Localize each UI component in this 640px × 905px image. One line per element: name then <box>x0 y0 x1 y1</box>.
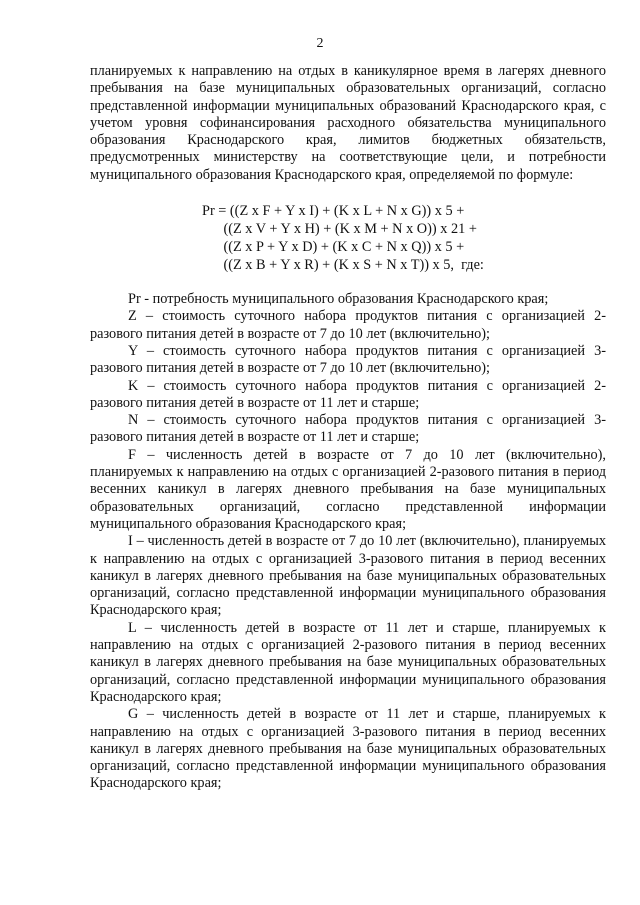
intro-paragraph: планируемых к направлению на отдых в каникулярное время в лагерях дневного пребывания на базе муниципальных образовательных организаций, согласно представленной информации муниципальных образований Краснодарского края, с учетом уровня софинансирования расходного обязательства муниципального образования Краснодарского края, лимитов бюджетных обязательств, предусмотренных министерству на соответствующие цели, и потребности муниципального образования Краснодарского края, определяемой по формуле: <box>90 63 606 183</box>
definitions-list <box>90 291 606 793</box>
definition-i: I – численность детей в возрасте от 7 до 10 лет (включительно), планируемых к направлению на отдых с организацией 3-разового питания в период весенних каникул в лагерях дневного пребывания на базе муниципальных образовательных организаций, согласно представленной информации муниципального образования Краснодарского края; <box>90 533 606 619</box>
definition-g: G – численность детей в возрасте от 11 лет и старше, планируемых к направлению на отдых с организацией 3-разового питания в период весенних каникул в лагерях дневного пребывания на базе муниципальных образовательных организаций, согласно представленной информации муниципального образования Краснодарского края; <box>90 706 606 792</box>
formula <box>202 202 606 274</box>
formula-line-2: ((Z x V + Y x H) + (K x M + N x O)) x 21 + <box>202 221 477 238</box>
page-number: 2 <box>316 36 324 51</box>
definition-k: K – стоимость суточного набора продуктов питания с организацией 2-разового питания детей в возрасте от 11 лет и старше; <box>90 377 606 411</box>
definition-f: F – численность детей в возрасте от 7 до 10 лет (включительно), планируемых к направлению на отдых с организацией 2-разового питания в период весенних каникул в лагерях дневного пребывания на базе муниципальных образовательных организаций, согласно представленной информации муниципального образования Краснодарского края; <box>90 446 606 532</box>
document-body <box>90 63 606 793</box>
definition-n: N – стоимость суточного набора продуктов питания с организацией 3-разового питания детей в возрасте от 11 лет и старше; <box>90 412 606 446</box>
formula-line-1: Pr = ((Z x F + Y x I) + (K x L + N x G)) x 5 + <box>202 203 465 220</box>
definition-pr: Pr - потребность муниципального образования Краснодарского края; <box>128 291 549 308</box>
definition-z: Z – стоимость суточного набора продуктов питания с организацией 2-разового питания детей в возрасте от 7 до 10 лет (включительно); <box>90 308 606 342</box>
definition-l: L – численность детей в возрасте от 11 лет и старше, планируемых к направлению на отдых с организацией 2-разового питания в период весенних каникул в лагерях дневного пребывания на базе муниципальных образовательных организаций, согласно представленной информации муниципального образования Краснодарского края; <box>90 619 606 705</box>
definition-y: Y – стоимость суточного набора продуктов питания с организацией 3-разового питания детей в возрасте от 7 до 10 лет (включительно); <box>90 342 606 377</box>
formula-line-3: ((Z x P + Y x D) + (K x C + N x Q)) x 5 + <box>202 239 465 256</box>
formula-line-4: ((Z x B + Y x R) + (K x S + N x T)) x 5, где: <box>202 257 484 274</box>
